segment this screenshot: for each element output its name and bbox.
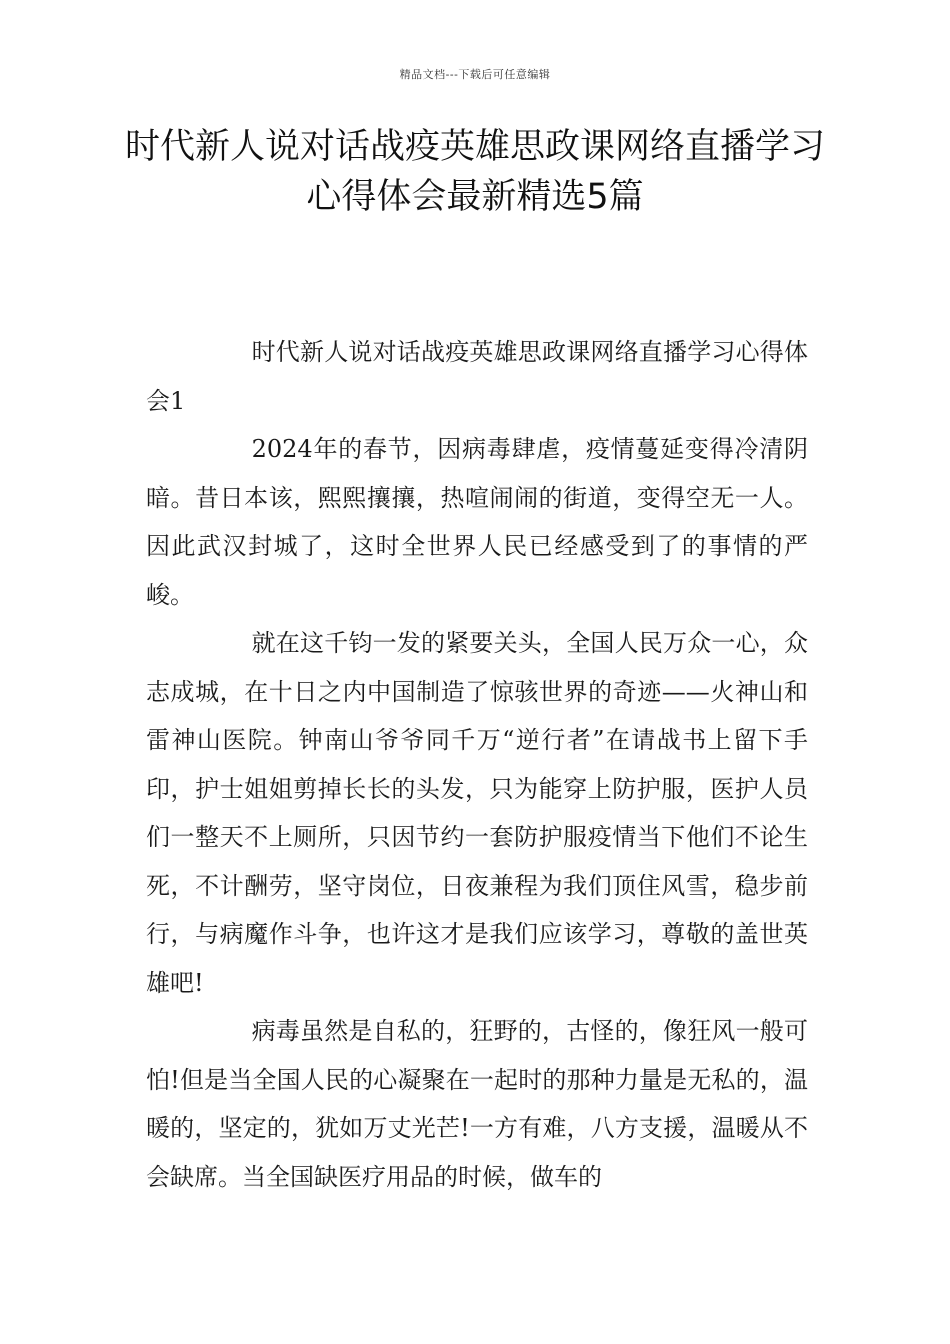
document-body <box>146 328 808 1201</box>
paragraph: 2024年的春节，因病毒肆虐，疫情蔓延变得冷清阴暗。昔日本该，熙熙攘攘，热喧闹闹的街道，变得空无一人。因此武汉封城了，这时全世界人民已经感受到了的事情的严峻。 <box>146 435 808 609</box>
header-note: 精品文档---下载后可任意编辑 <box>399 68 551 81</box>
paragraph: 时代新人说对话战疫英雄思政课网络直播学习心得体会1 <box>146 338 808 415</box>
paragraph: 就在这千钧一发的紧要关头，全国人民万众一心，众志成城，在十日之内中国制造了惊骇世界的奇迹——火神山和雷神山医院。钟南山爷爷同千万“逆行者”在请战书上留下手印，护士姐姐剪掉长长的头发，只为能穿上防护服，医护人员们一整天不上厕所，只因节约一套防护服疫情当下他们不论生死，不计酬劳，坚守岗位，日夜兼程为我们顶住风雪，稳步前行，与病魔作斗争，也许这才是我们应该学习，尊敬的盖世英雄吧! <box>146 629 808 997</box>
document-title: 时代新人说对话战疫英雄思政课网络直播学习心得体会最新精选5篇 <box>124 127 825 217</box>
paragraph: 病毒虽然是自私的，狂野的，古怪的，像狂风一般可怕!但是当全国人民的心凝聚在一起时的那种力量是无私的，温暖的，坚定的，犹如万丈光芒!一方有难，八方支援，温暖从不会缺席。当全国缺医疗用品的时候，做车的 <box>146 1017 808 1191</box>
